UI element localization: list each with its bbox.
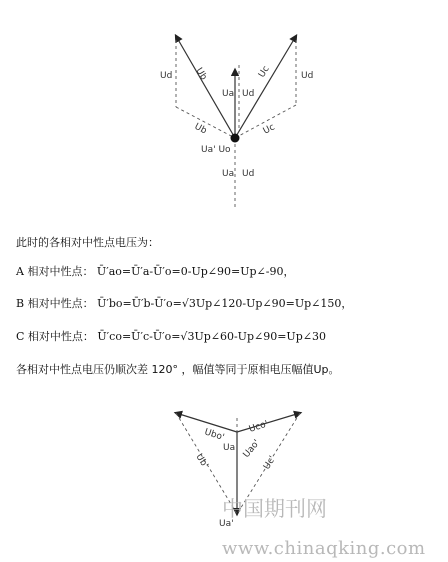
label-ua-bottom: Ua' [219,519,234,529]
equation-b: B 相对中性点： Ū′bo=Ū′b-Ū′o=√3Up∠120-Up∠90=Up∠150， [16,297,353,310]
watermark-zh: 中国期刊网 [222,497,327,521]
label-ua: Ua [223,443,236,453]
label-ua-lower: Ua [222,169,235,179]
label-ub: Ub [193,66,209,83]
label-ua-center: Ua' Uo [201,145,231,155]
phasor-diagram-bottom [0,392,448,562]
label-ubo: Ubo' [203,427,226,444]
label-ub-lower: Ub [192,121,209,137]
intro-text: 此时的各相对中性点电压为： [16,236,159,249]
phasor-ub [176,36,235,138]
summary-text: 各相对中性点电压仍顺次差 120° ，幅值等同于原相电压幅值Up。 [16,363,340,376]
label-uao: Uao' [241,438,263,460]
label-ud-left: Ud [160,71,173,81]
label-uc-lower: Uc [261,122,277,137]
label-ud-lower: Ud [242,169,255,179]
phasor-uco [237,413,300,432]
equation-c: C 相对中性点： Ū′co=Ū′c-Ū′o=√3Up∠60-Up∠90=Up∠30 [16,330,326,343]
equation-a: A 相对中性点： Ū′ao=Ū′a-Ū′o=0-Up∠90=Up∠-90， [16,265,295,278]
neutral-point [231,134,240,143]
label-ua-upper: Ua [222,89,235,99]
label-ud-center: Ud [242,89,255,99]
phasor-diagram-top [0,0,448,220]
label-uc: Uc' [262,454,278,472]
label-ud-right: Ud [301,71,314,81]
watermark-url: www.chinaqking.com [222,538,426,559]
label-uco: Uco' [247,419,270,435]
phasor-uc [235,36,296,138]
label-uc: Uc [257,64,272,80]
label-ub: Ub' [193,452,210,471]
